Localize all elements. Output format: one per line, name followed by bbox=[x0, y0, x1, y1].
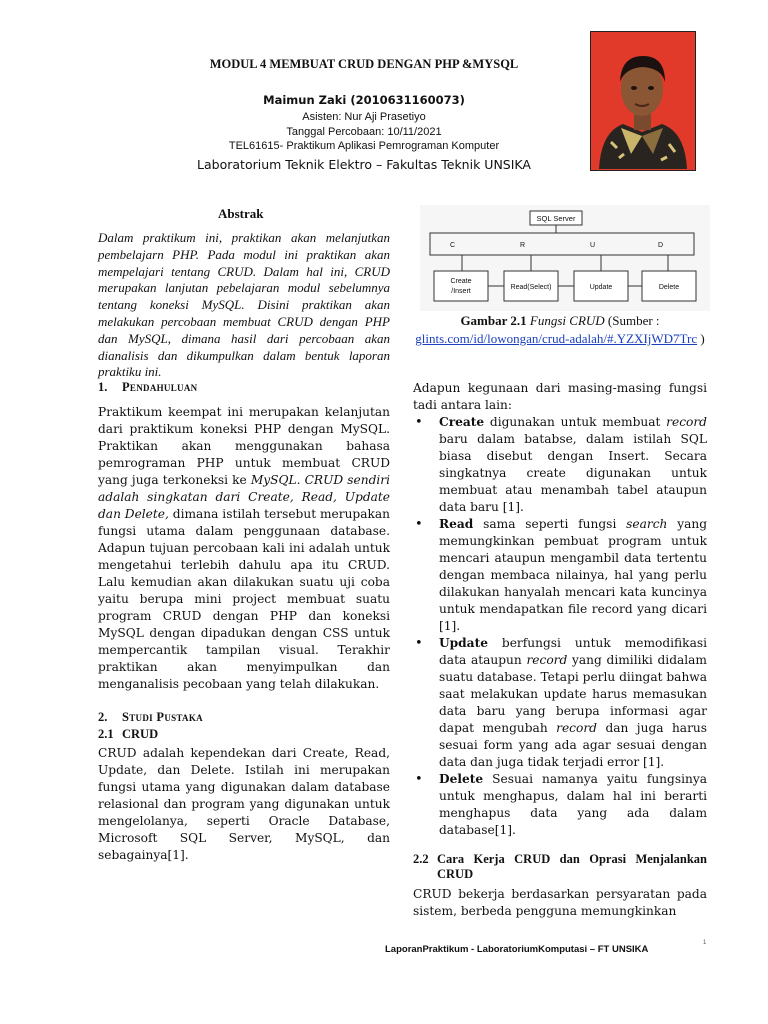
create-text-b: baru dalam batabse, dalam istilah SQL biasa disebut dengan Insert. Secara singkatnya create digunakan untuk membuat atau menambah tabel ataupun data baru [1]. bbox=[439, 432, 707, 514]
section-2-2-heading bbox=[413, 852, 707, 882]
figure-source-link[interactable]: glints.com/id/lowongan/crud-adalah/#.YZXIjWD7Trc bbox=[415, 331, 698, 346]
figure-source-close: ) bbox=[700, 331, 705, 346]
author-name: Maimun Zaki (2010631160073) bbox=[263, 93, 465, 107]
assistant-line: Asisten: Nur Aji Prasetiyo bbox=[302, 111, 426, 123]
create-text-a: digunakan untuk membuat bbox=[484, 415, 667, 429]
diagram-server-label: SQL Server bbox=[536, 214, 576, 223]
section-2-number: 2. bbox=[98, 710, 108, 724]
course-line: TEL61615- Praktikum Aplikasi Pemrograman Komputer bbox=[228, 140, 500, 152]
section-1-text-b: dimana istilah tersebut merupakan fungsi utama dalam penggunaan database. Adapun tujuan percobaan kali ini adalah untuk mengetahui terlebih dahulu apa itu CRUD. Lalu kemudian akan dilakukan suatu uji coba yaitu berupa mini project membuat suatu program CRUD dengan PHP dan koneksi MySQL dengan dipadukan dengan CSS untuk mempercantik tampilan visual. Terakhir praktikan akan menyimpulkan dan menganalisis pecobaan yang telah dilakukan. bbox=[98, 507, 390, 691]
list-item-update bbox=[413, 635, 707, 771]
abstract-text: Dalam praktikum ini, praktikan akan melanjutkan pembelajarn PHP. Pada modul ini praktikan akan mempelajari tentang CRUD. Dalam hal ini, CRUD merupakan lanjutan pebelajaran modul sebelumnya tentang koneksi MySQL. Disini praktikan akan melakukan percobaan membuat CRUD dengan PHP dan MySQL, dimana hasil dari percobaan akan dianalisis dan dikumpulkan dalam bentuk laporan praktiku ini. bbox=[98, 230, 390, 380]
functions-section bbox=[413, 380, 707, 839]
update-text-b: yang dimiliki didalam suatu database. Tetapi perlu diingat bahwa saat melakukan update harus memasukan data baru yang berupa informasi agar dapat mengubah bbox=[439, 653, 707, 735]
list-item-read bbox=[413, 516, 707, 635]
paper-title: MODUL 4 MEMBUAT CRUD DENGAN PHP &MYSQL bbox=[209, 57, 519, 71]
diagram-letter-d: D bbox=[658, 242, 664, 249]
section-1-number: 1. bbox=[98, 380, 108, 394]
lab-line: Laboratorium Teknik Elektro – Fakultas Teknik UNSIKA bbox=[197, 157, 531, 172]
term-read: Read bbox=[439, 517, 474, 531]
section-2-1-title: CRUD bbox=[122, 727, 159, 741]
read-text-italic: search bbox=[626, 517, 668, 531]
section-1-text-a: Praktikum keempat ini merupakan kelanjutan dari praktikum koneksi PHP dengan MySQL. Praktikan akan menggunakan bahasa pemrograman PHP untuk membuat CRUD yang juga terkoneksi ke bbox=[98, 405, 390, 487]
diagram-letter-r: R bbox=[520, 242, 526, 249]
figure-title: Fungsi CRUD bbox=[529, 313, 605, 328]
crud-diagram bbox=[420, 205, 710, 311]
date-line: Tanggal Percobaan: 10/11/2021 bbox=[286, 126, 442, 138]
functions-intro: Adapun kegunaan dari masing-masing fungsi tadi antara lain: bbox=[413, 381, 707, 412]
diagram-letter-c: C bbox=[450, 242, 456, 249]
author-photo bbox=[590, 31, 696, 171]
page-footer: LaporanPraktikum - LaboratoriumKomputasi – FT UNSIKA bbox=[385, 944, 649, 955]
update-text-c: dan juga harus sesuai form yang ada agar sesuai dengan data dan juga tidak terjadi error [1]. bbox=[439, 721, 708, 769]
figure-caption bbox=[415, 312, 705, 348]
section-2-heading bbox=[98, 710, 390, 725]
section-2-1-heading bbox=[98, 727, 390, 742]
term-update: Update bbox=[439, 636, 488, 650]
term-create: Create bbox=[439, 415, 485, 429]
section-2-2-number: 2.2 bbox=[413, 852, 429, 866]
diagram-box-read: Read(Select) bbox=[510, 284, 552, 291]
update-text-a: berfungsi untuk memodifikasi data ataupun bbox=[439, 636, 707, 667]
create-text-italic: record bbox=[666, 415, 707, 429]
update-text-italic: record bbox=[526, 653, 568, 667]
section-2-title: Studi Pustaka bbox=[122, 710, 203, 724]
figure-source: (Sumber : bbox=[607, 313, 660, 328]
diagram-box-delete: Delete bbox=[658, 284, 680, 291]
diagram-box-create: Create /Insert bbox=[450, 278, 472, 295]
section-1-title: Pendahuluan bbox=[122, 380, 198, 394]
figure-label: Gambar 2.1 bbox=[460, 313, 527, 328]
section-2-2-body: CRUD bekerja berdasarkan persyaratan pada sistem, berbeda pengguna memungkinkan bbox=[413, 887, 707, 918]
update-text-italic-2: record bbox=[556, 721, 597, 735]
read-text-b: yang memungkinkan pembuat program untuk mencari ataupun mengambil data tertentu dengan membaca nilainya, hal yang perlu dilakukan hanyalah mencari kata kuncinya untuk mendapatkan file record yang dicari [1]. bbox=[439, 517, 707, 633]
term-delete: Delete bbox=[439, 772, 484, 786]
section-1-heading bbox=[98, 380, 390, 395]
section-2-2-title: Cara Kerja CRUD dan Oprasi Menjalankan CRUD bbox=[437, 852, 707, 881]
read-text-a: sama seperti fungsi bbox=[473, 517, 627, 531]
diagram-box-update: Update bbox=[589, 284, 613, 291]
section-1-text-italic: MySQL. CRUD sendiri adalah singkatan dari Create, Read, Update dan Delete, bbox=[98, 473, 390, 521]
list-item-create bbox=[413, 414, 707, 516]
section-2-1-body: CRUD adalah kependekan dari Create, Read, Update, dan Delete. Istilah ini merupakan fungsi utama yang digunakan dalam database relasional dan program yang digunakan untuk mengelolanya, seperti Oracle Database, Microsoft SQL Server, MySQL, dan sebagainya[1]. bbox=[98, 746, 390, 862]
abstract-heading: Abstrak bbox=[218, 206, 264, 221]
delete-text-a: Sesuai namanya yaitu fungsinya untuk menghapus, dalam hal ini berarti menghapus data yang ada dalam database[1]. bbox=[439, 772, 707, 837]
section-2-1-number: 2.1 bbox=[98, 727, 114, 741]
section-1-body bbox=[98, 404, 390, 693]
list-item-delete bbox=[413, 771, 707, 839]
diagram-letter-u: U bbox=[590, 242, 596, 249]
page-number: 1 bbox=[703, 940, 707, 946]
